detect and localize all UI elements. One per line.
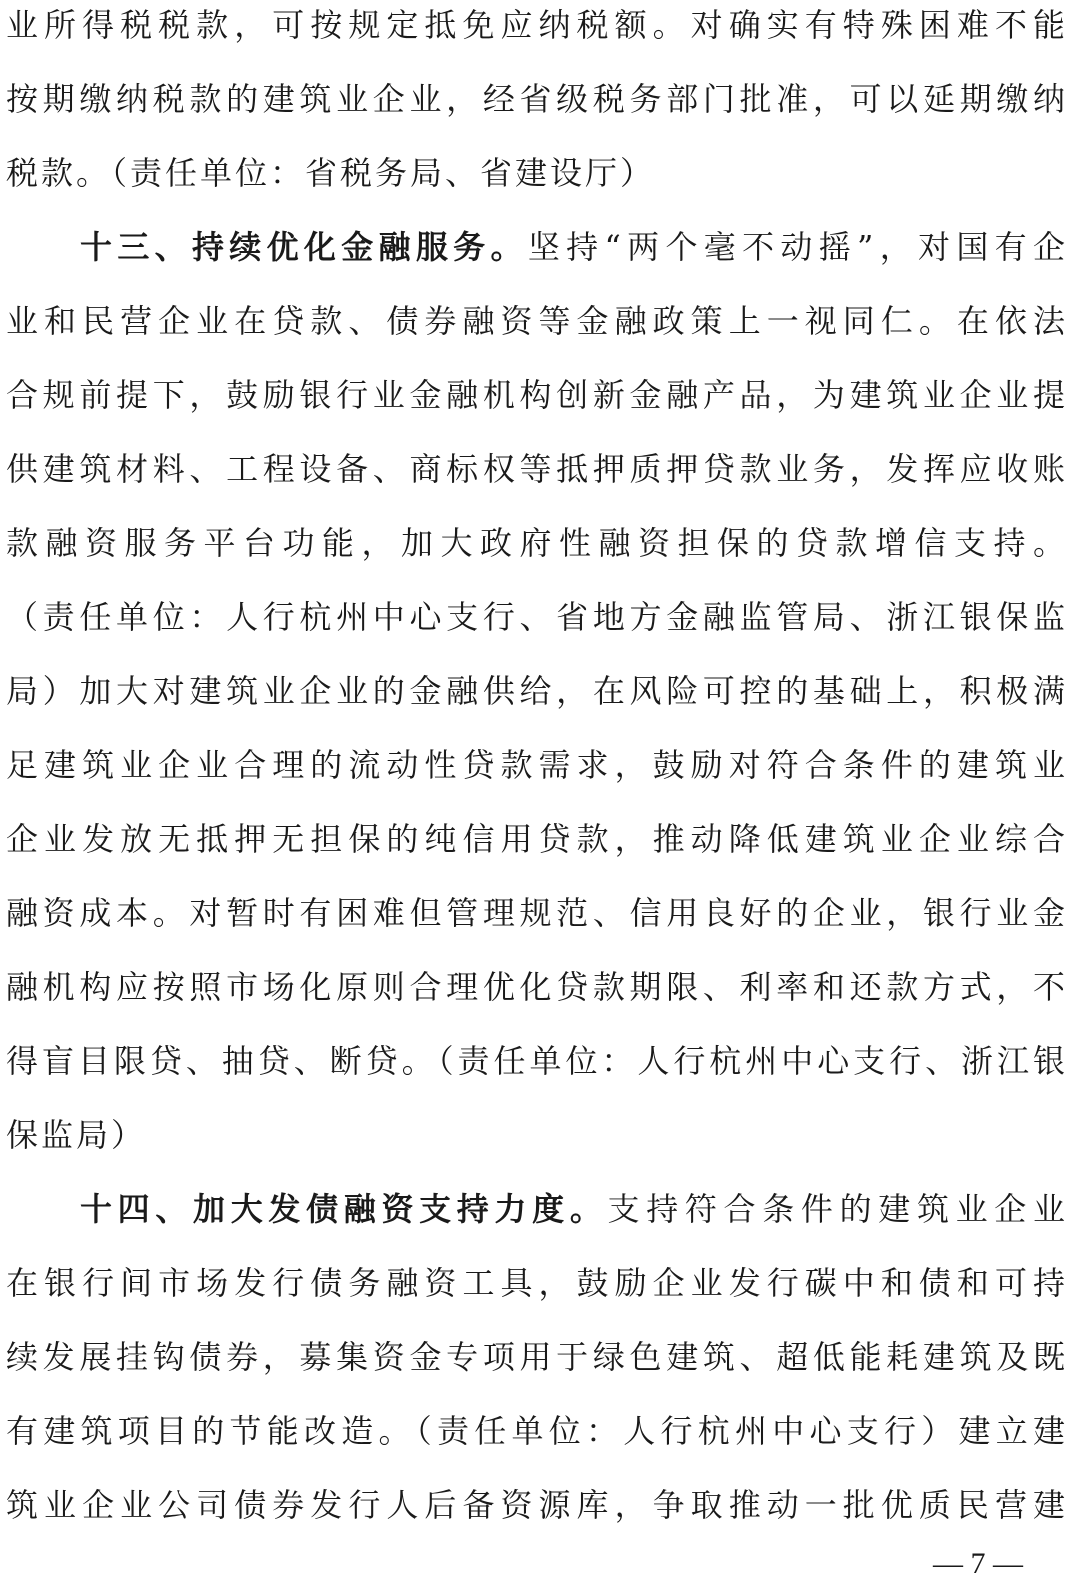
paragraph-line: 有建筑项目的节能改造。（责任单位：人行杭州中心支行）建立建 — [6, 1412, 1068, 1450]
paragraph-line: 融资成本。对暂时有困难但管理规范、信用良好的企业，银行业金 — [6, 894, 1068, 932]
paragraph-line: 局）加大对建筑业企业的金融供给，在风险可控的基础上，积极满 — [6, 672, 1068, 710]
paragraph-line: 企业发放无抵押无担保的纯信用贷款，推动降低建筑业企业综合 — [6, 820, 1068, 858]
paragraph-line: 款融资服务平台功能，加大政府性融资担保的贷款增信支持。 — [6, 524, 1068, 562]
paragraph-line: 供建筑材料、工程设备、商标权等抵押质押贷款业务，发挥应收账 — [6, 450, 1068, 488]
section-13-number: 十三、 — [80, 228, 192, 266]
section-13-body-start: 坚持“两个毫不动摇”，对国有企 — [527, 228, 1068, 266]
paragraph-line: 按期缴纳税款的建筑业企业，经省级税务部门批准，可以延期缴纳 — [6, 80, 1068, 118]
paragraph-line: 业所得税税款，可按规定抵免应纳税额。对确实有特殊困难不能 — [6, 6, 1068, 44]
section-14-number: 十四、 — [80, 1190, 194, 1228]
section-14-title: 加大发债融资支持力度。 — [193, 1190, 608, 1228]
paragraph-line: 筑业企业公司债券发行人后备资源库，争取推动一批优质民营建 — [6, 1486, 1068, 1524]
paragraph-line: 税款。（责任单位：省税务局、省建设厅） — [6, 154, 656, 192]
page-number: — 7 — — [933, 1547, 1023, 1580]
paragraph-line: （责任单位：人行杭州中心支行、省地方金融监管局、浙江银保监 — [6, 598, 1068, 636]
section-14-line — [80, 1184, 1068, 1234]
paragraph-line: 在银行间市场发行债务融资工具，鼓励企业发行碳中和债和可持 — [6, 1264, 1068, 1302]
paragraph-line: 得盲目限贷、抽贷、断贷。（责任单位：人行杭州中心支行、浙江银 — [6, 1042, 1068, 1080]
section-13-heading — [80, 228, 528, 266]
paragraph-line: 保监局） — [6, 1116, 147, 1154]
paragraph-line: 融机构应按照市场化原则合理优化贷款期限、利率和还款方式，不 — [6, 968, 1068, 1006]
paragraph-line: 业和民营企业在贷款、债券融资等金融政策上一视同仁。在依法 — [6, 302, 1068, 340]
section-13-line — [80, 222, 1068, 272]
paragraph-line: 续发展挂钩债券，募集资金专项用于绿色建筑、超低能耗建筑及既 — [6, 1338, 1068, 1376]
paragraph-line: 合规前提下，鼓励银行业金融机构创新金融产品，为建筑业企业提 — [6, 376, 1068, 414]
section-14-body-start: 支持符合条件的建筑业企业 — [607, 1190, 1068, 1228]
paragraph-line: 足建筑业企业合理的流动性贷款需求，鼓励对符合条件的建筑业 — [6, 746, 1068, 784]
section-14-heading — [80, 1190, 608, 1228]
section-13-title: 持续优化金融服务。 — [191, 228, 528, 266]
